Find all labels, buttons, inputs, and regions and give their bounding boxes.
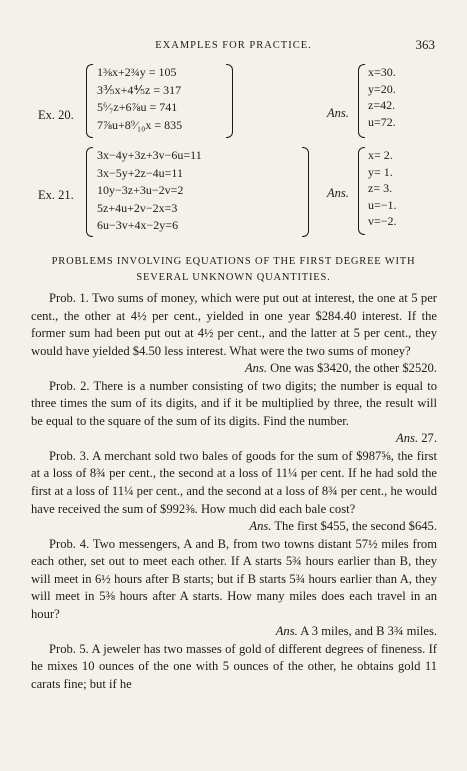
- problem-3-answer: [31, 518, 437, 536]
- problem-4-answer: [31, 623, 437, 641]
- ex20-equations: [97, 64, 182, 134]
- problem-1-answer: [31, 360, 437, 378]
- ex20-left-brace: [86, 64, 93, 138]
- equation: 5⁶⁄₇z+6⅞u = 741: [97, 100, 178, 114]
- equation: 7⅞u+8⁹⁄₁₀x = 835: [97, 117, 183, 132]
- solution: v=−2.: [368, 214, 397, 228]
- equation: 1⅜x+2¾y = 105: [97, 65, 177, 79]
- solution: y=20.: [368, 81, 396, 96]
- ex20-solutions: [368, 64, 396, 130]
- ans-word: Ans.: [275, 624, 298, 639]
- ex20-ans-brace: [358, 64, 365, 138]
- ex21-left-brace: [86, 147, 93, 237]
- problems-body: [31, 290, 437, 694]
- equation: 6u−3v+4x−2y=6: [97, 218, 179, 232]
- ex20-right-brace: [226, 64, 233, 138]
- equation: 10y−3z+3u−2v=2: [97, 183, 184, 197]
- answer-value: One was $3420, the other $2520.: [270, 361, 437, 376]
- equation: 3x−4y+3z+3v−6u=11: [97, 148, 202, 162]
- equation: 3⅗x+4⅘z = 317: [97, 82, 182, 97]
- answer-value: The first $455, the second $645.: [274, 519, 437, 534]
- ex21-equations: [97, 147, 202, 235]
- problem-4-text: Prob. 4. Two messengers, A and B, from two towns distant 57½ miles from each other, set out to meet each other. If A starts 5¾ hours earlier than B, they will meet in 6½ hours after B starts; but if B starts 5¾ hours earlier than A, they will meet in 5⅜ hours after A starts. How many miles does each travel in an hour?: [31, 536, 437, 621]
- solution: z= 3.: [368, 181, 393, 195]
- page-number: 363: [415, 37, 435, 52]
- ans-word: Ans.: [396, 431, 419, 446]
- answer-value: 27.: [421, 431, 437, 446]
- running-head: EXAMPLES FOR PRACTICE.: [155, 40, 312, 51]
- ans-word: Ans.: [244, 361, 267, 376]
- solution: z=42.: [368, 98, 396, 112]
- solution: u=−1.: [368, 197, 397, 212]
- equation: 5z+4u+2v−2x=3: [97, 200, 178, 215]
- section-title-line1: PROBLEMS INVOLVING EQUATIONS OF THE FIRST DEGREE WITH: [51, 256, 416, 267]
- ex21-solutions: [368, 147, 397, 230]
- problem-1-text: Prob. 1. Two sums of money, which were put out at interest, the one at 5 per cent., the other at 4½ per cent., yielded in one year $284.40 interest. If the former sum had been put out at 4½ per cent., and the latter at 5 per cent., they would have yielded $4.50 less interest. What were the two sums of money?: [31, 291, 437, 358]
- ex21-right-brace: [302, 147, 309, 237]
- answer-value: A 3 miles, and B 3¾ miles.: [300, 624, 437, 639]
- solution: x=30.: [368, 65, 396, 79]
- equation: 3x−5y+2z−4u=11: [97, 165, 183, 180]
- problem-5-text: Prob. 5. A jeweler has two masses of gold of different degrees of fineness. If he mixes 10 ounces of the one with 5 ounces of the other, he obtains gold 11 carats fine; but if he: [31, 641, 437, 692]
- ex21-label: Ex. 21.: [38, 188, 74, 202]
- problem-2-text: Prob. 2. There is a number consisting of two digits; the number is equal to three times the sum of its digits, and if it be multiplied by three, the result will be equal to the square of the sum of its digits. Find the number.: [31, 378, 437, 428]
- solution: u=72.: [368, 114, 396, 129]
- ex21-ans-brace: [358, 147, 365, 235]
- solution: x= 2.: [368, 148, 393, 162]
- ex21-ans-label: Ans.: [327, 186, 349, 200]
- problem-3-text: Prob. 3. A merchant sold two bales of goods for the sum of $987⅝, the first at a loss of 8¾ per cent., the second at a loss of 11¼ per cent. If he had sold the first at a loss of 11¼ per cent., and the second at a loss of 8¾ per cent., he would have received the sum of $992⅜. How much did each bale cost?: [31, 448, 437, 516]
- section-title-line2: SEVERAL UNKNOWN QUANTITIES.: [136, 272, 331, 283]
- ex20-ans-label: Ans.: [327, 106, 349, 120]
- ex20-label: Ex. 20.: [38, 108, 74, 122]
- problem-2-answer: [31, 430, 437, 448]
- ans-word: Ans.: [249, 519, 272, 534]
- solution: y= 1.: [368, 164, 393, 179]
